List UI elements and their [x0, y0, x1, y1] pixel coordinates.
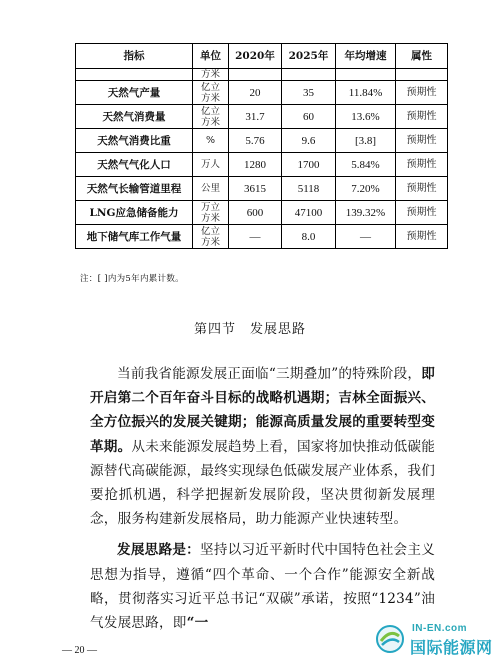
table-row [76, 81, 448, 105]
row-attribute: 预期性 [396, 153, 448, 177]
row-2025: 60 [282, 105, 336, 129]
row-2025: 9.6 [282, 129, 336, 153]
row-2020: 31.7 [229, 105, 282, 129]
row-attribute: 预期性 [396, 81, 448, 105]
paragraph-context: 当前我省能源发展正面临“三期叠加”的特殊阶段，即开启第二个百年奋斗目标的战略机遇期；吉林全面振兴、全方位振兴的发展关键期；能源高质量发展的重要转型变革期。从未来能源发展趋势上看，国家将加快推动低碳能源替代高碳能源，最终实现绿色低碳发展产业体系，我们要抢抓机遇，科学把握新发展阶段，坚决贯彻新发展理念，服务构建新发展格局，助力能源产业快速转型。 [90, 366, 435, 528]
watermark-url: IN-EN.com [412, 623, 468, 634]
targets-table [75, 43, 448, 249]
table-note: 注：[ ]内为5年内累计数。 [80, 274, 184, 284]
row-unit: 亿立 方米 [193, 81, 229, 105]
table-header-row [76, 44, 448, 69]
row-unit: % [193, 129, 229, 153]
table-row [76, 129, 448, 153]
row-unit: 万人 [193, 153, 229, 177]
header-2025: 2025年 [282, 44, 336, 69]
row-name: 天然气气化人口 [76, 153, 193, 177]
row-2020: — [229, 225, 282, 249]
header-growth: 年均增速 [336, 44, 396, 69]
row-unit: 亿立 方米 [193, 225, 229, 249]
row-2020: 5.76 [229, 129, 282, 153]
row-attribute: 预期性 [396, 201, 448, 225]
row-2025: 5118 [282, 177, 336, 201]
table-row [76, 201, 448, 225]
page-number: — 20 — [62, 645, 97, 656]
table-row [76, 177, 448, 201]
header-indicator: 指标 [76, 44, 193, 69]
row-unit: 公里 [193, 177, 229, 201]
row-2020: 600 [229, 201, 282, 225]
section-title: 第四节 发展思路 [193, 322, 306, 337]
watermark-name: 国际能源网 [410, 638, 493, 657]
row-unit: 万立 方米 [193, 201, 229, 225]
row-growth: — [336, 225, 396, 249]
table-row [76, 225, 448, 249]
header-unit: 单位 [193, 44, 229, 69]
watermark-logo [375, 622, 497, 662]
row-name: 天然气消费量 [76, 105, 193, 129]
row-name: 天然气产量 [76, 81, 193, 105]
header-attribute: 属性 [396, 44, 448, 69]
row-name: 天然气长输管道里程 [76, 177, 193, 201]
row-attribute: 预期性 [396, 129, 448, 153]
row-attribute: 预期性 [396, 177, 448, 201]
row-name: LNG应急储备能力 [76, 201, 193, 225]
paragraph-approach: 发展思路是：坚持以习近平新时代中国特色社会主义思想为指导，遵循“四个革命、一个合作”能源安全新战略，贯彻落实习近平总书记“双碳”承诺，按照“1234”油气发展思路，即“一 [90, 542, 436, 632]
row-growth: 5.84% [336, 153, 396, 177]
row-growth: 11.84% [336, 81, 396, 105]
row-unit: 亿立 方米 [193, 105, 229, 129]
table-row [76, 153, 448, 177]
globe-leaf-icon [375, 624, 405, 654]
table-row [76, 105, 448, 129]
row-attribute: 预期性 [396, 225, 448, 249]
row-2025: 8.0 [282, 225, 336, 249]
continued-unit: 方米 [193, 69, 229, 81]
row-2025: 35 [282, 81, 336, 105]
header-2020: 2020年 [229, 44, 282, 69]
row-name: 天然气消费比重 [76, 129, 193, 153]
table-row-continued [76, 69, 448, 81]
row-2025: 1700 [282, 153, 336, 177]
row-2020: 1280 [229, 153, 282, 177]
row-growth: 139.32% [336, 201, 396, 225]
body-text [90, 362, 435, 635]
row-attribute: 预期性 [396, 105, 448, 129]
row-2020: 20 [229, 81, 282, 105]
row-2020: 3615 [229, 177, 282, 201]
row-name: 地下储气库工作气量 [76, 225, 193, 249]
row-2025: 47100 [282, 201, 336, 225]
row-growth: [3.8] [336, 129, 396, 153]
row-growth: 7.20% [336, 177, 396, 201]
row-growth: 13.6% [336, 105, 396, 129]
